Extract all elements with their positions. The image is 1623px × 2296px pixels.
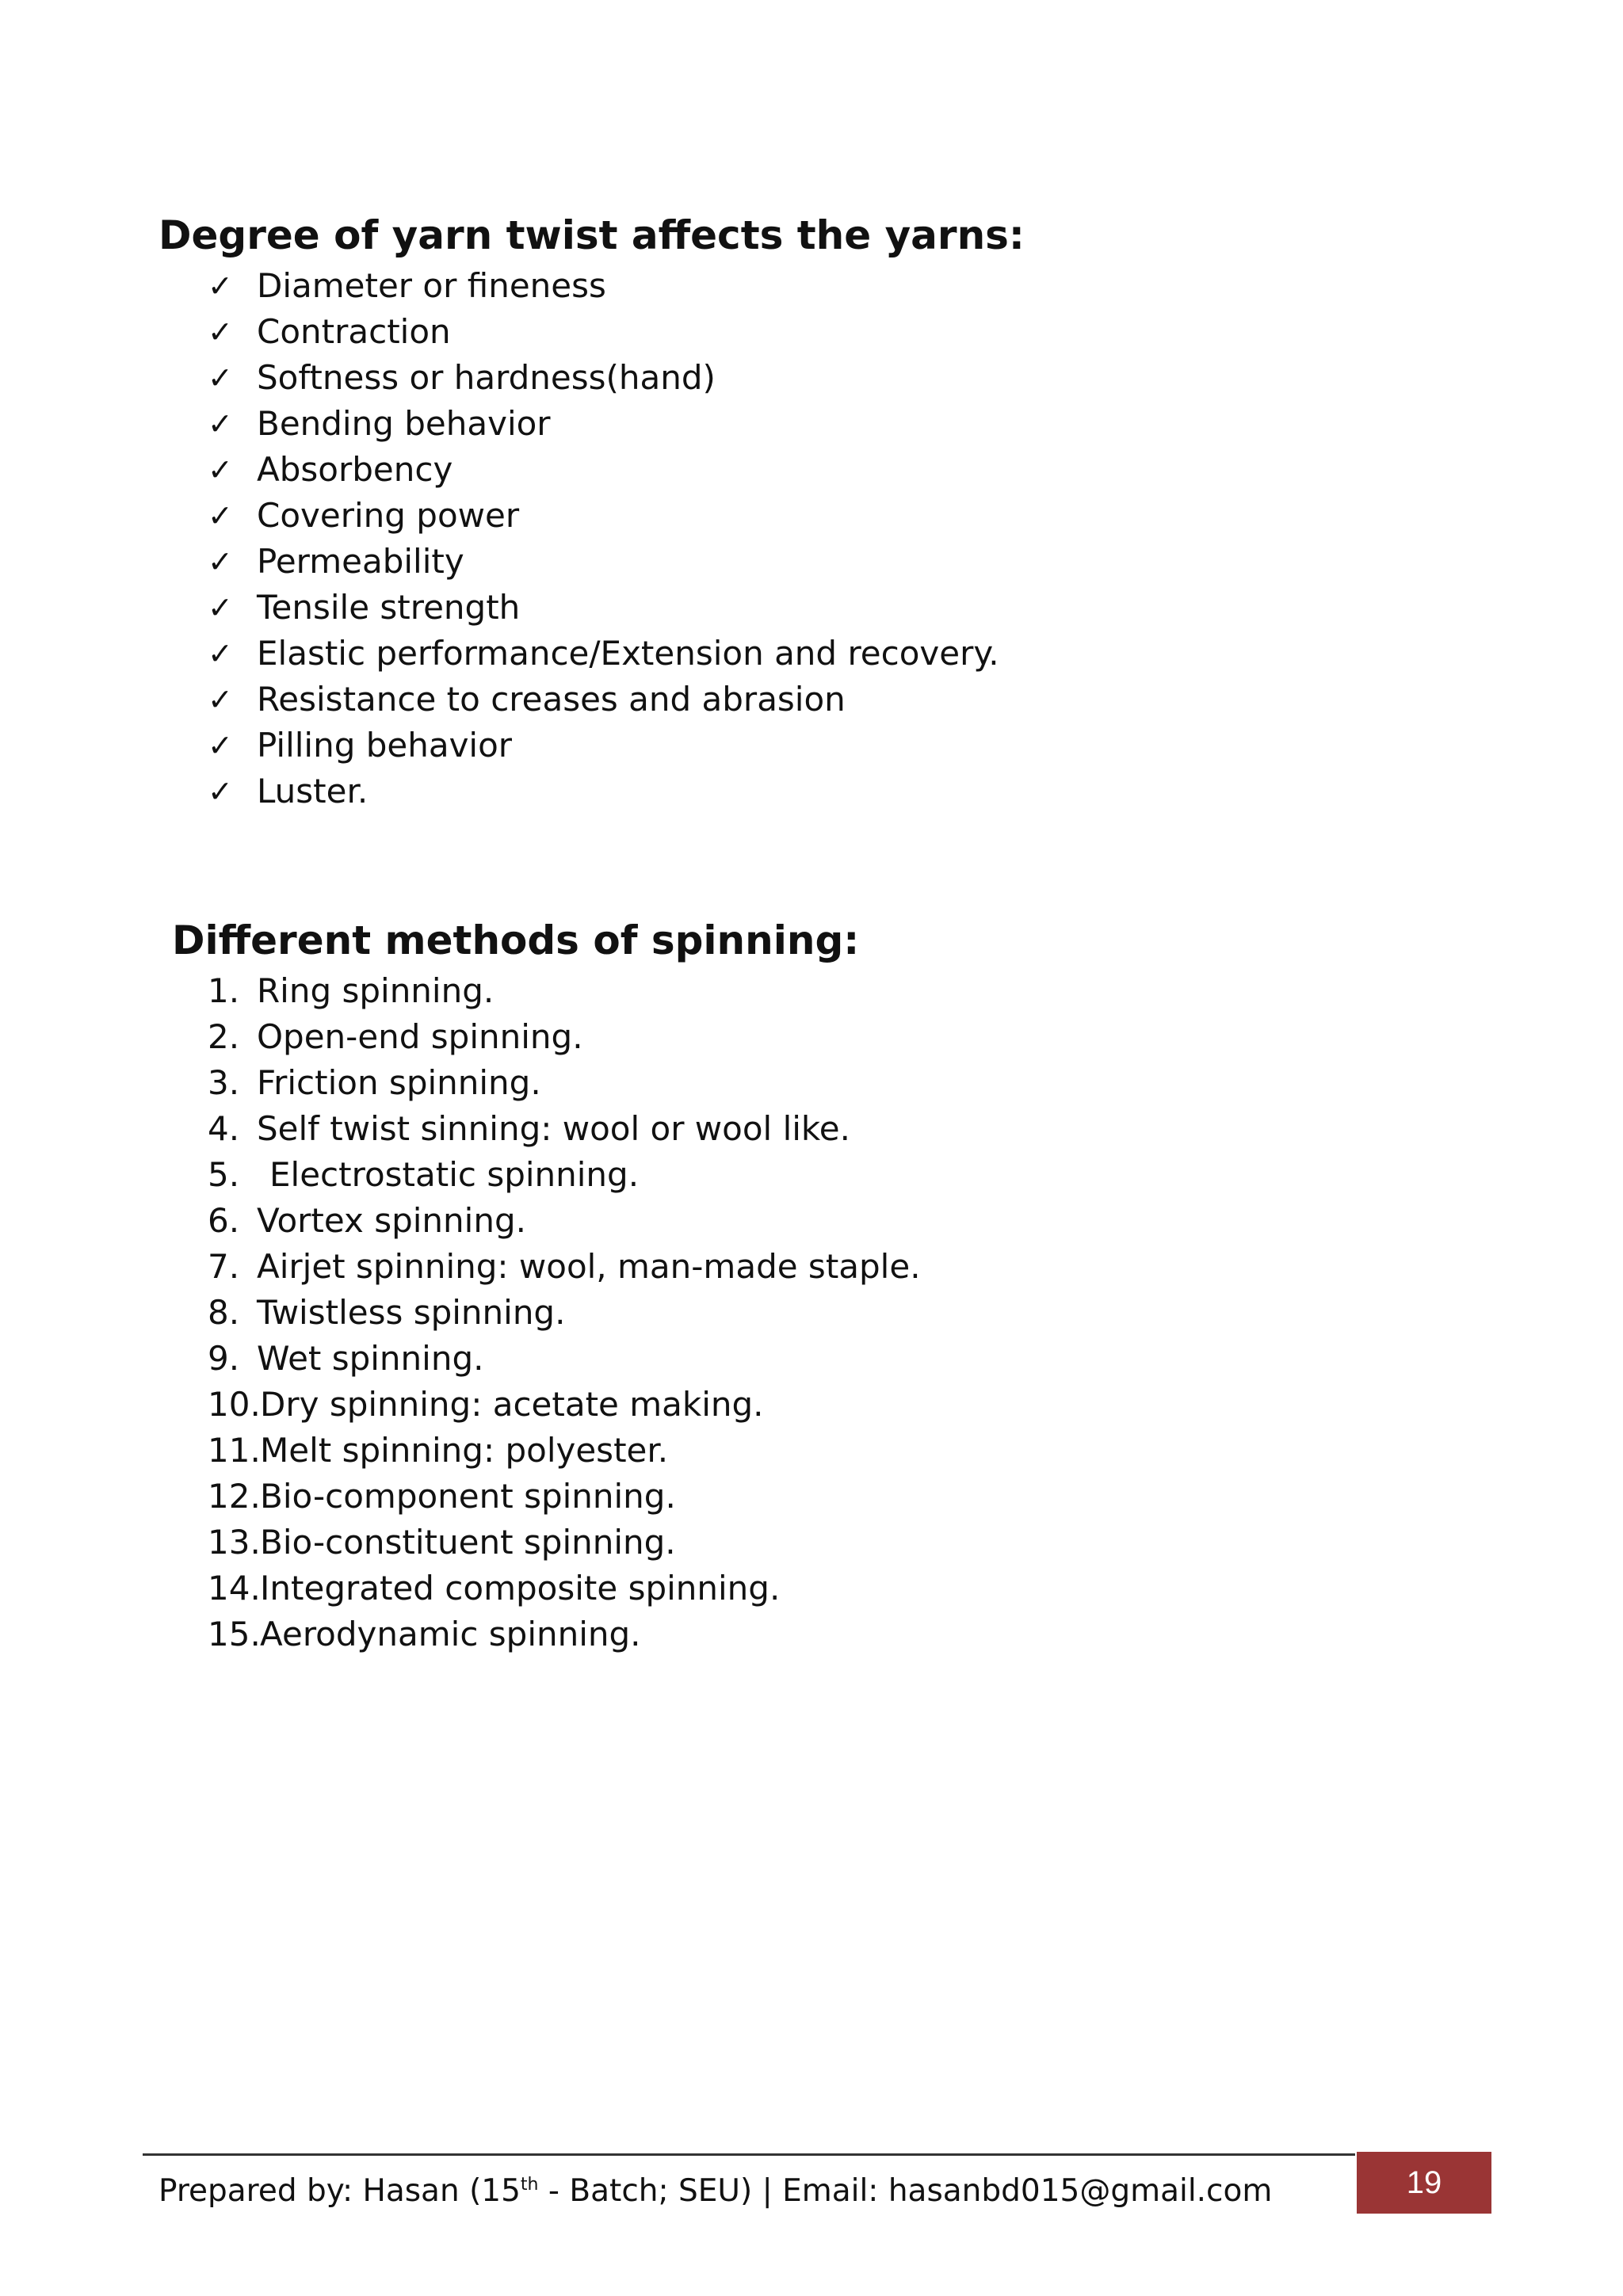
footer-superscript: th bbox=[520, 2175, 539, 2195]
footer-prefix: Prepared by: Hasan (15 bbox=[158, 2173, 521, 2209]
list-item-number: 1. bbox=[208, 971, 240, 1010]
checkmark-icon: ✓ bbox=[208, 774, 233, 809]
checkmark-icon: ✓ bbox=[208, 682, 233, 717]
checklist-item-text: Luster. bbox=[257, 772, 369, 810]
list-item-text: Twistless spinning. bbox=[257, 1293, 566, 1332]
list-item-text: Self twist sinning: wool or wool like. bbox=[257, 1109, 850, 1148]
checklist-item-text: Pilling behavior bbox=[257, 726, 513, 765]
list-item-number: 12. bbox=[208, 1477, 261, 1516]
list-item-text: Bio-constituent spinning. bbox=[260, 1523, 676, 1562]
footer-divider bbox=[143, 2153, 1355, 2156]
list-item-number: 9. bbox=[208, 1339, 240, 1378]
list-item-number: 3. bbox=[208, 1063, 240, 1102]
page-number: 19 bbox=[1357, 2152, 1491, 2214]
list-item-text: Friction spinning. bbox=[257, 1063, 541, 1102]
checklist-item-text: Permeability bbox=[257, 542, 464, 581]
checklist-item-text: Contraction bbox=[257, 312, 451, 351]
checkmark-icon: ✓ bbox=[208, 406, 233, 441]
list-item-text: Vortex spinning. bbox=[257, 1201, 526, 1240]
checkmark-icon: ✓ bbox=[208, 728, 233, 763]
list-item-number: 8. bbox=[208, 1293, 240, 1332]
checklist-item-text: Softness or hardness(hand) bbox=[257, 358, 716, 397]
list-item-text: Integrated composite spinning. bbox=[260, 1569, 781, 1608]
list-item-text: Bio-component spinning. bbox=[260, 1477, 676, 1516]
list-item-text: Airjet spinning: wool, man-made staple. bbox=[257, 1247, 921, 1286]
list-item-number: 14. bbox=[208, 1569, 261, 1608]
checkmark-icon: ✓ bbox=[208, 315, 233, 349]
list-item-number: 6. bbox=[208, 1201, 240, 1240]
checkmark-icon: ✓ bbox=[208, 590, 233, 625]
checkmark-icon: ✓ bbox=[208, 269, 233, 303]
footer-suffix: - Batch; SEU) | Email: hasanbd015@gmail.com bbox=[538, 2173, 1273, 2209]
list-item-text: Dry spinning: acetate making. bbox=[260, 1385, 764, 1424]
checklist-item-text: Tensile strength bbox=[257, 588, 521, 627]
list-item-number: 2. bbox=[208, 1017, 240, 1056]
list-item-text: Electrostatic spinning. bbox=[269, 1155, 640, 1194]
section-heading-yarn-twist: Degree of yarn twist affects the yarns: bbox=[158, 212, 1025, 258]
list-item-text: Wet spinning. bbox=[257, 1339, 484, 1378]
checkmark-icon: ✓ bbox=[208, 498, 233, 533]
checklist-item-text: Bending behavior bbox=[257, 404, 551, 443]
list-item-text: Ring spinning. bbox=[257, 971, 495, 1010]
checkmark-icon: ✓ bbox=[208, 636, 233, 671]
section-heading-spinning-methods: Different methods of spinning: bbox=[172, 917, 860, 963]
checkmark-icon: ✓ bbox=[208, 544, 233, 579]
checklist-item-text: Covering power bbox=[257, 496, 520, 535]
checklist-item-text: Diameter or fineness bbox=[257, 266, 606, 305]
list-item-number: 11. bbox=[208, 1431, 261, 1470]
list-item-number: 10. bbox=[208, 1385, 261, 1424]
list-item-number: 4. bbox=[208, 1109, 240, 1148]
list-item-number: 13. bbox=[208, 1523, 261, 1562]
list-item-number: 7. bbox=[208, 1247, 240, 1286]
list-item-text: Aerodynamic spinning. bbox=[260, 1615, 641, 1653]
checklist-item-text: Elastic performance/Extension and recovery. bbox=[257, 634, 999, 673]
checkmark-icon: ✓ bbox=[208, 360, 233, 395]
list-item-text: Melt spinning: polyester. bbox=[260, 1431, 669, 1470]
list-item-number: 5. bbox=[208, 1155, 240, 1194]
list-item-text: Open-end spinning. bbox=[257, 1017, 583, 1056]
checkmark-icon: ✓ bbox=[208, 452, 233, 487]
checklist-item-text: Absorbency bbox=[257, 450, 453, 489]
list-item-number: 15. bbox=[208, 1615, 261, 1653]
footer-credit bbox=[158, 2163, 1272, 2214]
checklist-item-text: Resistance to creases and abrasion bbox=[257, 680, 846, 719]
